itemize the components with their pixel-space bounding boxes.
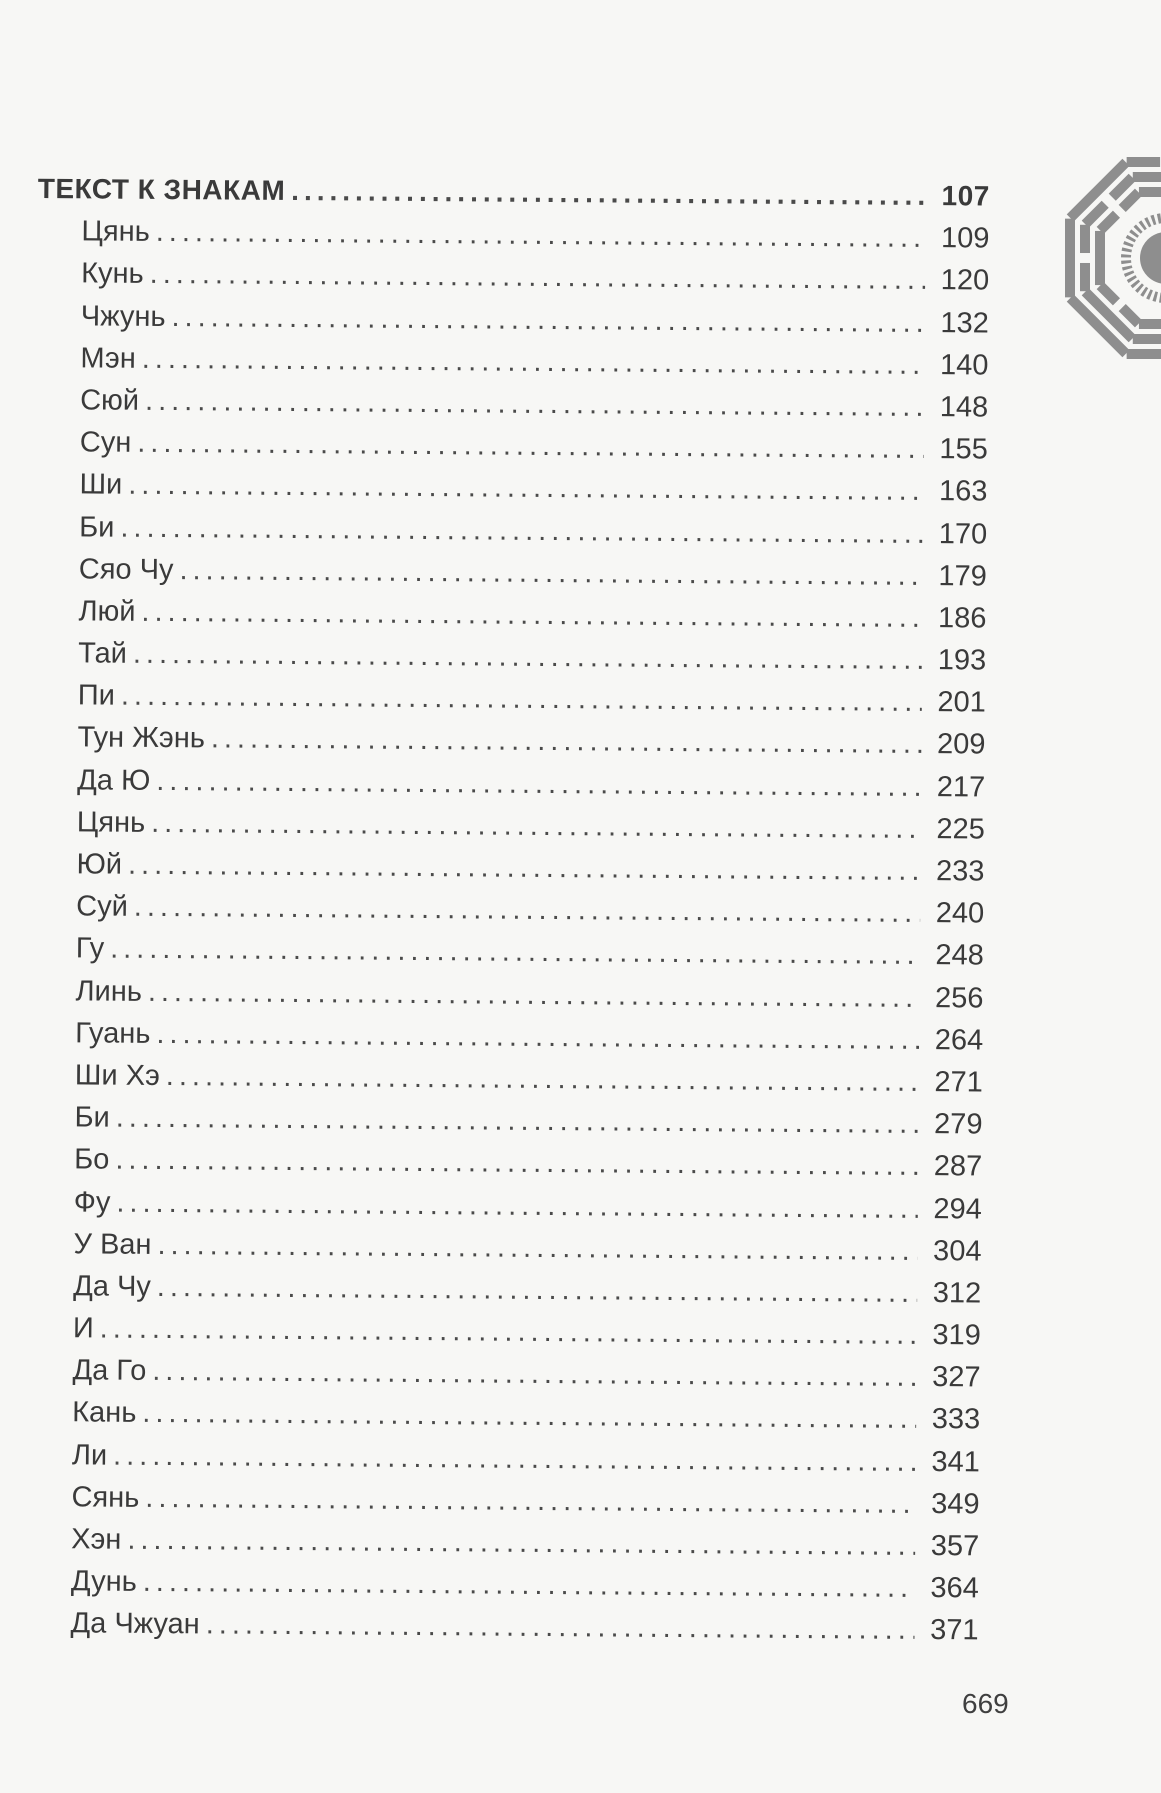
dot-leader: [134, 886, 921, 934]
dot-leader: [211, 718, 922, 766]
toc-entry[interactable]: [36, 421, 988, 471]
toc-entry[interactable]: [30, 1096, 982, 1146]
dot-leader: [166, 1055, 919, 1103]
dot-leader: [127, 1519, 915, 1567]
toc-entry-page: 132: [940, 306, 989, 340]
toc-entry-page: 364: [930, 1572, 979, 1605]
toc-entry[interactable]: [31, 1054, 983, 1104]
toc-entry[interactable]: [27, 1560, 979, 1610]
toc-heading-page: 107: [941, 180, 990, 212]
dot-leader: [156, 1013, 919, 1061]
toc-entry[interactable]: [33, 759, 985, 809]
toc-entry[interactable]: [30, 1180, 982, 1230]
toc-entry-page: 225: [936, 812, 985, 846]
toc-heading-title: ТЕКСТ К ЗНАКАМ: [37, 172, 286, 206]
toc-entry-title: Дунь: [70, 1565, 137, 1599]
toc-entry-page: 109: [940, 222, 990, 255]
toc-entry-page: 179: [938, 559, 987, 593]
toc-entry-title: Кань: [72, 1396, 137, 1430]
toc-entry-title: Би: [79, 510, 115, 544]
toc-entry-page: 341: [931, 1445, 980, 1479]
toc-entry-title: Гуань: [75, 1017, 151, 1050]
toc-entry[interactable]: [30, 1138, 982, 1188]
toc-entry-title: И: [72, 1312, 94, 1345]
toc-entry-page: 319: [932, 1319, 981, 1352]
dot-leader: [116, 1181, 918, 1229]
toc-entry[interactable]: [37, 295, 989, 345]
toc-entry-page: 271: [934, 1066, 983, 1099]
toc-entry[interactable]: [27, 1518, 979, 1568]
dot-leader: [150, 253, 926, 301]
toc-entry[interactable]: [32, 885, 984, 935]
toc-entry-page: 170: [938, 517, 988, 550]
toc-entry-title: Да Ю: [77, 763, 151, 797]
toc-entry-page: 304: [933, 1234, 982, 1268]
toc-entry-page: 327: [932, 1361, 981, 1394]
toc-entry[interactable]: [31, 970, 983, 1020]
toc-entry-title: Тун Жэнь: [77, 721, 206, 755]
toc-entry-title: Тай: [78, 637, 128, 670]
toc-entry-title: Сун: [79, 426, 132, 459]
toc-entry-title: Ши Хэ: [74, 1059, 160, 1092]
dot-leader: [116, 1097, 919, 1145]
toc-entry-page: 357: [930, 1530, 980, 1563]
toc-entry[interactable]: [28, 1434, 980, 1484]
dot-leader: [156, 211, 926, 259]
dot-leader: [115, 1139, 918, 1187]
toc-entry-page: 201: [937, 686, 986, 719]
toc-entry-title: Сюй: [80, 384, 140, 417]
dot-leader: [148, 970, 920, 1018]
dot-leader: [128, 844, 921, 892]
toc-entry-page: 186: [937, 601, 987, 635]
toc-entry[interactable]: [34, 674, 986, 724]
dot-leader: [151, 802, 921, 850]
toc-entry-page: 148: [939, 391, 989, 424]
toc-entry-page: 209: [936, 728, 986, 761]
toc-entry[interactable]: [33, 716, 985, 766]
toc-entry-title: Да Чжуан: [70, 1607, 200, 1641]
toc-entry[interactable]: [28, 1391, 980, 1441]
toc-entry-title: Цянь: [81, 215, 150, 249]
toc-entries: [26, 210, 989, 1652]
toc-entry-title: Суй: [76, 890, 128, 923]
toc-entry[interactable]: [35, 463, 987, 513]
toc-entry-title: Люй: [78, 595, 136, 628]
toc-entry-title: Би: [74, 1101, 110, 1134]
toc-entry-title: Юй: [76, 848, 123, 881]
toc-entry-title: Ши: [79, 468, 123, 501]
dot-leader: [128, 464, 924, 512]
toc-entry-page: 248: [935, 939, 984, 972]
toc-entry-page: 120: [940, 264, 990, 297]
dot-leader: [145, 380, 924, 428]
table-of-contents: [26, 168, 990, 1652]
toc-entry-page: 371: [930, 1614, 979, 1647]
dot-leader: [291, 170, 926, 217]
dot-leader: [145, 1477, 916, 1525]
toc-entry[interactable]: [36, 337, 988, 387]
toc-entry-page: 349: [931, 1487, 980, 1521]
dot-leader: [143, 1561, 915, 1609]
dot-leader: [133, 633, 923, 681]
dot-leader: [100, 1308, 917, 1356]
dot-leader: [121, 675, 922, 723]
toc-entry-page: 233: [935, 855, 985, 888]
toc-entry[interactable]: [29, 1223, 981, 1273]
toc-entry-page: 140: [939, 348, 989, 382]
toc-heading[interactable]: [38, 168, 990, 218]
toc-entry-title: Бо: [74, 1143, 110, 1176]
toc-entry[interactable]: [36, 379, 988, 429]
toc-entry[interactable]: [34, 590, 986, 640]
page-number: 669: [962, 1688, 1009, 1719]
toc-entry-page: 287: [933, 1150, 983, 1183]
dot-leader: [152, 1350, 917, 1398]
dot-leader: [142, 338, 925, 386]
toc-entry-page: 294: [933, 1192, 982, 1225]
toc-entry-title: Фу: [73, 1185, 111, 1219]
toc-entry[interactable]: [31, 1012, 983, 1062]
toc-entry[interactable]: [27, 1476, 979, 1526]
dot-leader: [120, 506, 923, 554]
toc-entry[interactable]: [35, 548, 987, 598]
dot-leader: [179, 549, 923, 597]
toc-entry[interactable]: [35, 505, 987, 555]
toc-entry[interactable]: [29, 1307, 981, 1357]
toc-entry-page: 155: [939, 433, 988, 466]
toc-entry-page: 217: [936, 770, 986, 804]
toc-entry[interactable]: [32, 843, 984, 893]
toc-entry[interactable]: [26, 1602, 978, 1652]
dot-leader: [137, 422, 924, 470]
dot-leader: [113, 1434, 916, 1482]
dot-leader: [110, 928, 920, 976]
toc-entry-title: Кунь: [81, 257, 144, 291]
toc-entry-page: 163: [938, 475, 988, 508]
toc-entry-page: 333: [931, 1403, 981, 1436]
dot-leader: [142, 1392, 916, 1440]
toc-entry-title: Ли: [71, 1438, 108, 1472]
dot-leader: [157, 1224, 917, 1272]
dot-leader: [171, 296, 925, 344]
toc-entry-title: Линь: [75, 974, 143, 1008]
toc-entry-title: Гу: [75, 932, 105, 965]
toc-entry-title: Хэн: [71, 1523, 122, 1556]
toc-entry-page: 279: [934, 1108, 983, 1141]
toc-entry[interactable]: [28, 1349, 980, 1399]
toc-entry-page: 264: [934, 1023, 984, 1057]
toc-entry[interactable]: [37, 210, 989, 260]
toc-entry-page: 256: [934, 981, 984, 1015]
dot-leader: [157, 1266, 918, 1314]
toc-entry-page: 312: [932, 1276, 982, 1310]
bagua-trigram-icon: [1058, 148, 1161, 368]
toc-entry-title: Да Чу: [73, 1270, 151, 1303]
toc-entry[interactable]: [34, 632, 986, 682]
toc-entry-title: Мэн: [80, 342, 136, 375]
toc-entry-page: 240: [935, 897, 985, 930]
toc-entry-title: Пи: [77, 679, 116, 712]
dot-leader: [206, 1604, 915, 1652]
toc-entry-title: У Ван: [73, 1228, 152, 1261]
toc-entry-title: Сяо Чу: [78, 553, 174, 586]
toc-entry-title: Сянь: [71, 1481, 140, 1514]
toc-entry[interactable]: [33, 801, 985, 851]
dot-leader: [141, 591, 922, 639]
toc-entry-title: Да Го: [72, 1354, 147, 1388]
toc-entry-title: Чжунь: [80, 299, 166, 333]
dot-leader: [156, 760, 921, 808]
toc-entry[interactable]: [32, 927, 984, 977]
toc-entry[interactable]: [29, 1265, 981, 1315]
toc-entry-title: Цянь: [76, 806, 146, 839]
toc-entry-page: 193: [937, 644, 987, 677]
toc-entry[interactable]: [37, 252, 989, 302]
